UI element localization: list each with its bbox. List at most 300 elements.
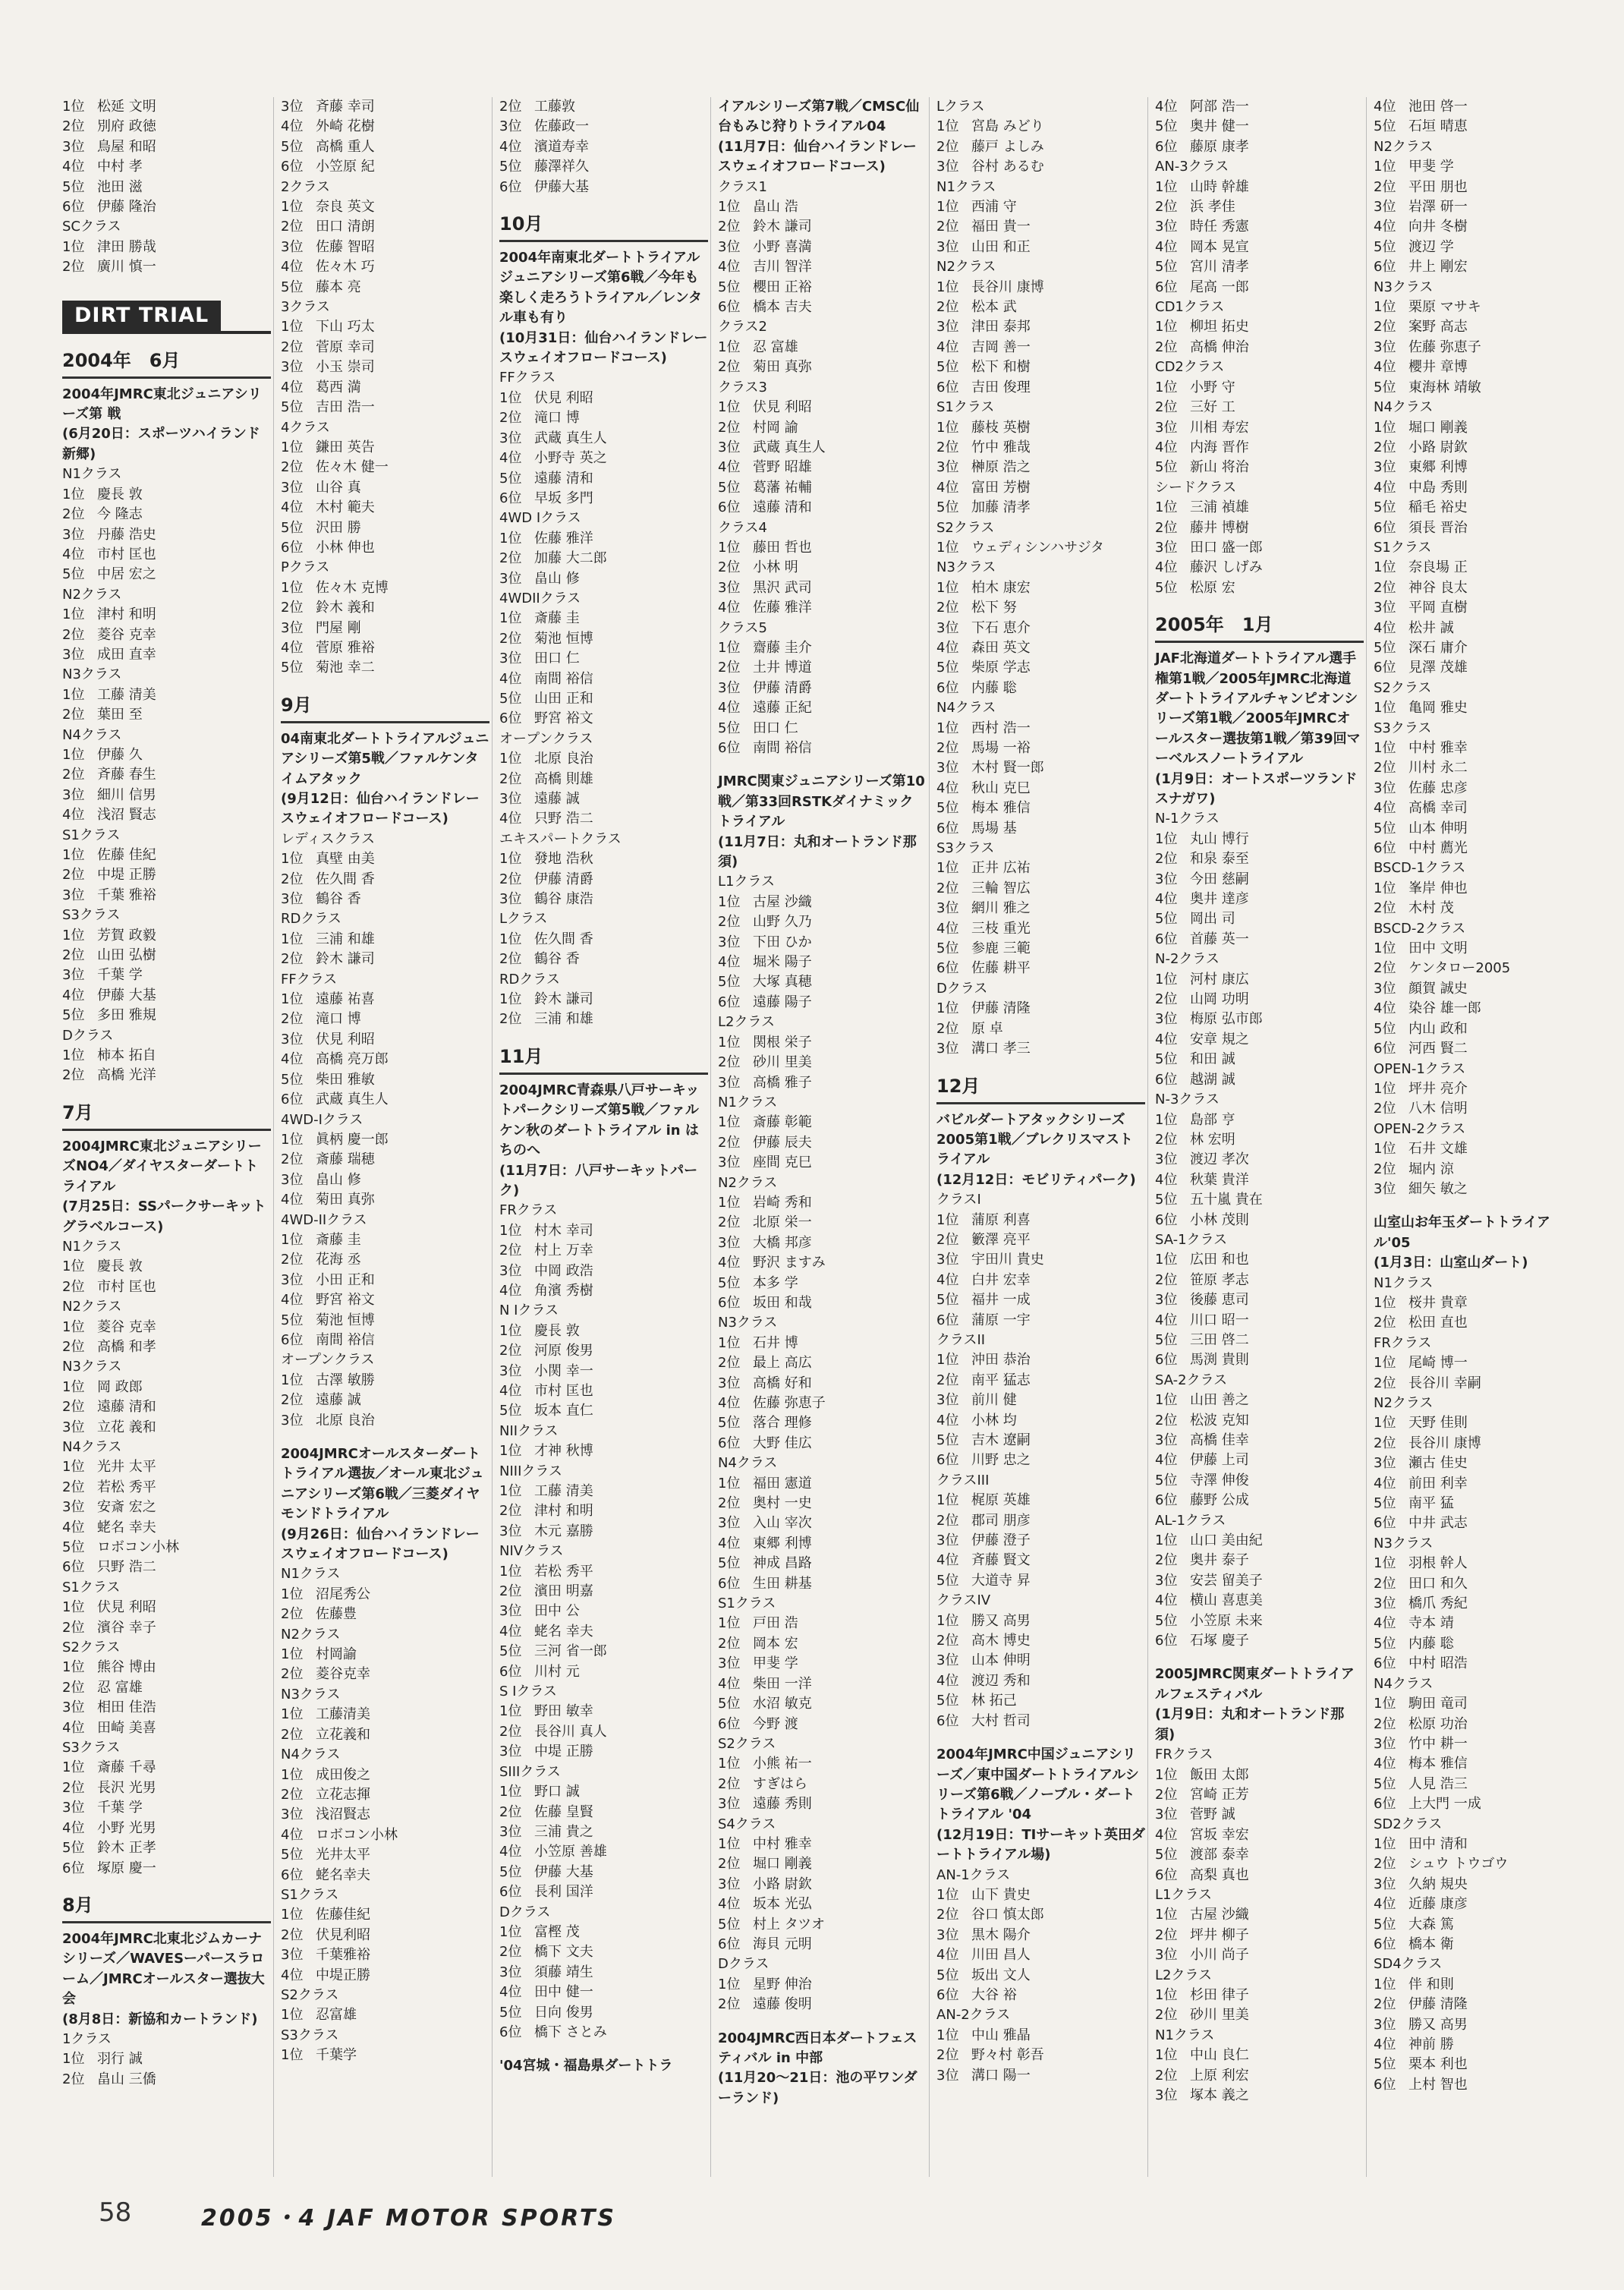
result-row [718, 538, 927, 558]
class-header: L1クラス [718, 874, 775, 890]
result-row [936, 197, 1145, 217]
driver-name: 若松 秀平 [534, 1563, 593, 1580]
month-heading: 12月 [936, 1073, 1145, 1104]
driver-name: 伏見 利昭 [753, 399, 812, 416]
position-label: 1位 [718, 1615, 741, 1632]
driver-name: 光井 太平 [97, 1459, 156, 1476]
position-label: 1位 [1155, 178, 1178, 195]
driver-name: 山本 伸明 [971, 1652, 1031, 1669]
driver-name: 坂本 光弘 [753, 1896, 812, 1913]
result-row [281, 137, 489, 157]
driver-name: 野宮 裕文 [534, 710, 593, 727]
driver-name: 蛯名 幸夫 [534, 1623, 593, 1640]
result-row [62, 1046, 271, 1066]
position-label: 6位 [499, 2024, 522, 2040]
result-row [718, 1394, 927, 1413]
driver-name: 田中 健一 [534, 1984, 593, 2001]
driver-name: 菊田 真弥 [316, 1192, 375, 1208]
result-row [1374, 1019, 1582, 1039]
result-row [499, 569, 708, 589]
result-row [936, 1531, 1145, 1551]
driver-name: 千葉 学 [97, 1800, 143, 1816]
result-row [718, 1474, 927, 1494]
position-label: 6位 [62, 199, 85, 216]
position-label: 2位 [718, 1355, 741, 1372]
position-label: 3位 [936, 238, 959, 255]
result-row [62, 865, 271, 885]
result-row [1374, 317, 1582, 337]
result-row [62, 545, 271, 565]
driver-name: 新山 将治 [1190, 459, 1249, 476]
driver-name: 伏見 利昭 [316, 1031, 375, 1047]
driver-name: 遠藤 清和 [534, 470, 593, 487]
position-label: 2位 [281, 459, 304, 476]
result-row [281, 1070, 489, 1090]
result-row [62, 605, 271, 625]
driver-name: 菊田 真弥 [753, 359, 812, 376]
result-row [936, 2046, 1145, 2065]
driver-name: 山口 美由紀 [1190, 1532, 1263, 1549]
month-heading: 8月 [62, 1892, 271, 1923]
result-row [62, 1006, 271, 1025]
driver-name: 中岡 政浩 [534, 1262, 593, 1279]
driver-name: 広田 和也 [1190, 1252, 1249, 1268]
result-row [1155, 1130, 1364, 1150]
driver-name: 慶長 敦 [97, 1258, 143, 1275]
position-label: 4位 [936, 780, 959, 796]
driver-name: 下田 ひか [753, 934, 812, 950]
driver-name: 成田俊之 [316, 1766, 370, 1783]
driver-name: 福田 憲道 [753, 1475, 812, 1491]
driver-name: 野々村 彰吾 [971, 2047, 1044, 2064]
result-row [936, 1631, 1145, 1651]
position-label: 1位 [1374, 1415, 1396, 1432]
class-header: CD2クラス [1155, 359, 1225, 376]
position-label: 1位 [62, 238, 85, 255]
result-row [936, 358, 1145, 377]
driver-name: 今 隆志 [97, 506, 143, 523]
result-row [718, 1153, 927, 1173]
class-header: SCクラス [62, 219, 121, 235]
class-header: N4クラス [281, 1747, 341, 1763]
driver-name: 東郷 利博 [1408, 459, 1468, 476]
result-row [1155, 1766, 1364, 1785]
result-row [718, 1514, 927, 1533]
driver-name: 今野 渡 [753, 1715, 798, 1732]
result-row [62, 1277, 271, 1297]
driver-name: 發地 浩秋 [534, 851, 593, 868]
result-row [718, 1634, 927, 1654]
result-row [718, 438, 927, 458]
position-label: 3位 [499, 1743, 522, 1760]
driver-name: 島部 亨 [1190, 1111, 1235, 1128]
driver-name: 芳賀 政毅 [97, 927, 156, 943]
result-row [499, 1742, 708, 1762]
driver-name: 橋下 さとみ [534, 2024, 607, 2040]
result-row [499, 1602, 708, 1621]
result-row [718, 1534, 927, 1554]
event-title: 2004JMRCオールスターダートトライアル選抜／オール東北ジュニアシリーズ第6戦／三菱ダイヤモンドトライアル [281, 1446, 484, 1523]
result-row [718, 1715, 927, 1734]
position-label: 3位 [499, 118, 522, 135]
driver-name: 中堤正勝 [316, 1967, 370, 1983]
position-label: 1位 [62, 606, 85, 623]
position-label: 3位 [62, 786, 85, 803]
driver-name: 佐藤 弥恵子 [753, 1395, 826, 1411]
driver-name: 東海林 靖敏 [1408, 379, 1481, 395]
position-label: 6位 [718, 1575, 741, 1592]
position-label: 4位 [1374, 619, 1396, 636]
position-label: 2位 [281, 871, 304, 887]
driver-name: 野田 敏幸 [534, 1703, 593, 1720]
result-row [62, 1758, 271, 1778]
result-row [62, 137, 271, 157]
position-label: 4位 [936, 1947, 959, 1964]
result-row [62, 1658, 271, 1677]
position-label: 1位 [281, 1586, 304, 1602]
driver-name: 津田 泰邦 [971, 319, 1031, 335]
driver-name: 工藤 清美 [97, 686, 156, 703]
result-row [718, 1775, 927, 1794]
spacer [1155, 1651, 1364, 1665]
result-row [718, 1574, 927, 1594]
driver-name: 小林 茂則 [1190, 1211, 1249, 1228]
result-row [499, 549, 708, 569]
driver-name: 川相 寿宏 [1190, 419, 1249, 436]
class-header: S Iクラス [499, 1684, 557, 1700]
position-label: 3位 [718, 1796, 741, 1813]
position-label: 2位 [936, 1512, 959, 1529]
results-column [1155, 97, 1364, 2106]
result-row [1374, 298, 1582, 317]
result-row [62, 986, 271, 1006]
position-label: 3位 [1374, 459, 1396, 476]
driver-name: 南間 裕信 [753, 740, 812, 756]
driver-name: 宮島 みどり [971, 118, 1044, 135]
position-label: 3位 [1374, 780, 1396, 796]
class-header: CD1クラス [1155, 299, 1225, 316]
result-row [499, 1622, 708, 1642]
driver-name: 大谷 裕 [971, 1986, 1017, 2003]
result-row [281, 157, 489, 177]
result-row [499, 137, 708, 157]
driver-name: 小熊 祐一 [753, 1756, 812, 1772]
result-row [499, 990, 708, 1010]
position-label: 6位 [1374, 660, 1396, 676]
position-label: 2位 [281, 951, 304, 968]
result-row [936, 919, 1145, 939]
position-label: 5位 [718, 1415, 741, 1432]
driver-name: 蒲原 利喜 [971, 1211, 1031, 1228]
class-header: 4WD Iクラス [499, 510, 581, 527]
result-row [718, 558, 927, 578]
position-label: 1位 [1374, 419, 1396, 436]
result-row [281, 117, 489, 137]
position-label: 3位 [718, 1074, 741, 1091]
class-header: N4クラス [62, 726, 122, 743]
driver-name: 戸田 浩 [753, 1615, 798, 1632]
driver-name: 溝口 孝三 [971, 1041, 1031, 1057]
position-label: 4位 [499, 811, 522, 827]
position-label: 3位 [1374, 1595, 1396, 1612]
driver-name: 武蔵 真生人 [316, 1091, 389, 1108]
result-row [1374, 839, 1582, 858]
class-header: N1クラス [718, 1094, 778, 1110]
position-label: 1位 [62, 1599, 85, 1616]
position-label: 2位 [1155, 1412, 1178, 1428]
driver-name: 和泉 泰至 [1190, 851, 1249, 868]
driver-name: 坂出 文人 [971, 1967, 1031, 1983]
driver-name: 田中 清和 [1408, 1835, 1468, 1852]
position-label: 2位 [718, 359, 741, 376]
driver-name: 藤本 亮 [316, 279, 361, 295]
result-row [281, 1705, 489, 1725]
position-label: 2位 [1155, 1271, 1178, 1288]
position-label: 1位 [718, 539, 741, 556]
result-row [1374, 418, 1582, 438]
result-row [1374, 598, 1582, 618]
position-label: 6位 [936, 960, 959, 977]
class-header: SD4クラス [1374, 1956, 1443, 1973]
column-divider [929, 97, 930, 2177]
driver-name: 千葉 雅裕 [97, 887, 156, 903]
result-row [718, 1975, 927, 1995]
result-row [718, 1434, 927, 1454]
driver-name: 坂本 直仁 [534, 1403, 593, 1419]
driver-name: 遠藤 祐喜 [316, 991, 375, 1008]
result-row [936, 418, 1145, 438]
result-row [281, 478, 489, 498]
position-label: 2位 [1374, 178, 1396, 195]
result-row [499, 1522, 708, 1542]
position-label: 6位 [718, 1294, 741, 1311]
driver-name: 大村 哲司 [971, 1712, 1031, 1729]
position-label: 3位 [936, 1252, 959, 1268]
result-row [499, 749, 708, 769]
position-label: 1位 [936, 279, 959, 295]
driver-name: 星野 伸治 [753, 1976, 812, 1992]
position-label: 2位 [1374, 1435, 1396, 1451]
driver-name: 小路 尉欽 [753, 1876, 812, 1892]
position-label: 1位 [1155, 2047, 1178, 2064]
position-label: 6位 [936, 820, 959, 836]
result-row [1374, 1139, 1582, 1159]
result-row [1155, 1531, 1364, 1551]
result-row [1374, 979, 1582, 999]
position-label: 3位 [1155, 2087, 1178, 2103]
result-row [936, 739, 1145, 758]
position-label: 4位 [1374, 1000, 1396, 1017]
driver-name: 真壁 由美 [316, 851, 375, 868]
result-row [936, 1671, 1145, 1691]
driver-name: 中村 薦光 [1408, 840, 1468, 857]
result-row [281, 1391, 489, 1410]
driver-name: 林 拓己 [971, 1693, 1017, 1709]
result-row [281, 1230, 489, 1250]
result-row [281, 1170, 489, 1190]
result-row [1374, 1374, 1582, 1394]
position-label: 4位 [1374, 359, 1396, 376]
position-label: 4位 [936, 639, 959, 656]
result-row [281, 1866, 489, 1885]
driver-name: 大野 佳広 [753, 1435, 812, 1451]
result-row [1374, 117, 1582, 137]
driver-name: 柳坦 拓史 [1190, 319, 1249, 335]
driver-name: 伊藤 清爵 [534, 871, 593, 887]
result-row [718, 1353, 927, 1373]
result-row [1155, 1905, 1364, 1925]
driver-name: 須藤 靖生 [534, 1964, 593, 1980]
result-row [936, 1491, 1145, 1510]
driver-name: 木元 嘉勝 [534, 1523, 593, 1539]
position-label: 3位 [718, 579, 741, 596]
position-label: 4位 [499, 1382, 522, 1399]
result-row [718, 238, 927, 257]
driver-name: 古澤 敏勝 [316, 1372, 375, 1388]
driver-name: 鶴谷 康浩 [534, 891, 593, 908]
position-label: 1位 [1374, 159, 1396, 175]
result-row [281, 1725, 489, 1745]
result-row [718, 1654, 927, 1674]
driver-name: 菱谷 克幸 [97, 1318, 156, 1335]
driver-name: 鈴木 謙司 [753, 219, 812, 235]
driver-name: 日向 俊男 [534, 2004, 593, 2021]
result-row [499, 469, 708, 489]
class-header: レディスクラス [281, 830, 376, 847]
result-row [281, 1966, 489, 1986]
result-row [499, 1221, 708, 1241]
result-row [1155, 1010, 1364, 1029]
driver-name: 村岡 諭 [753, 419, 798, 436]
position-label: 1位 [62, 486, 85, 502]
position-label: 2位 [1155, 339, 1178, 355]
driver-name: ウェディシンハサジタ [971, 539, 1105, 556]
result-row [499, 1501, 708, 1521]
result-row [499, 449, 708, 468]
driver-name: 三浦 貴之 [534, 1823, 593, 1840]
position-label: 3位 [718, 1655, 741, 1672]
position-label: 6位 [718, 740, 741, 756]
result-row [1155, 418, 1364, 438]
position-label: 5位 [936, 660, 959, 676]
position-label: 3位 [499, 891, 522, 908]
class-header: BSCD-2クラス [1374, 920, 1466, 937]
driver-name: 若松 秀平 [97, 1479, 156, 1495]
position-label: 5位 [1155, 1612, 1178, 1629]
driver-name: 森田 英文 [971, 639, 1031, 656]
driver-name: 竹中 雅哉 [971, 439, 1031, 455]
class-header: クラス3 [718, 379, 767, 395]
result-row [718, 1935, 927, 1955]
class-header: AN-1クラス [936, 1866, 1011, 1883]
driver-name: 松井 誠 [1408, 619, 1454, 636]
position-label: 1位 [718, 339, 741, 355]
driver-name: 高橋 好和 [753, 1375, 812, 1391]
position-label: 3位 [1155, 1151, 1178, 1168]
result-row [281, 1290, 489, 1310]
position-label: 1位 [1374, 940, 1396, 957]
result-row [281, 1926, 489, 1945]
result-row [1155, 1805, 1364, 1825]
result-row [936, 1230, 1145, 1250]
class-header: エキスパートクラス [499, 830, 622, 847]
position-label: 3位 [1155, 419, 1178, 436]
position-label: 6位 [1374, 2076, 1396, 2093]
result-row [281, 1845, 489, 1865]
driver-name: 前川 健 [971, 1392, 1017, 1409]
result-row [718, 1754, 927, 1774]
result-row [62, 2070, 271, 2090]
result-row [499, 1010, 708, 1029]
position-label: 5位 [1155, 911, 1178, 928]
column-divider [1147, 97, 1148, 2177]
class-header: N2クラス [718, 1174, 778, 1191]
position-label: 2位 [1374, 1375, 1396, 1391]
result-row [718, 478, 927, 498]
driver-name: 滝口 博 [316, 1011, 361, 1028]
class-header: L1クラス [1155, 1886, 1212, 1903]
position-label: 5位 [62, 178, 85, 195]
position-label: 3位 [936, 1041, 959, 1057]
result-row [499, 1722, 708, 1742]
class-header: N-1クラス [1155, 811, 1220, 827]
result-row [1155, 2005, 1364, 2025]
class-header: S1クラス [62, 1579, 121, 1595]
position-label: 6位 [1155, 1492, 1178, 1509]
class-header: N1クラス [1155, 2027, 1215, 2043]
position-label: 4位 [1155, 1452, 1178, 1469]
result-row [1155, 558, 1364, 578]
result-row [718, 1133, 927, 1153]
position-label: 5位 [1374, 820, 1396, 836]
result-row [1155, 1350, 1364, 1370]
result-row [281, 578, 489, 598]
result-row [718, 1033, 927, 1053]
position-label: 4位 [1374, 1475, 1396, 1491]
driver-name: 飯田 太郎 [1190, 1766, 1249, 1783]
position-label: 4位 [1155, 439, 1178, 455]
position-label: 2位 [1155, 2007, 1178, 2024]
position-label: 6位 [499, 1884, 522, 1901]
result-row [936, 1039, 1145, 1059]
result-row [1155, 1190, 1364, 1210]
position-label: 5位 [1374, 639, 1396, 656]
position-label: 2位 [936, 600, 959, 616]
result-row [718, 1073, 927, 1093]
driver-name: 神成 昌路 [753, 1555, 812, 1572]
result-row [1374, 1854, 1582, 1874]
result-row [1155, 317, 1364, 337]
result-row [499, 1963, 708, 1983]
class-header: S2クラス [1374, 679, 1432, 696]
result-row [1155, 1551, 1364, 1570]
driver-name: 柴田 一洋 [753, 1675, 812, 1692]
result-row [281, 1190, 489, 1210]
class-header: L2クラス [1155, 1967, 1212, 1983]
driver-name: 福井 一成 [971, 1292, 1031, 1309]
position-label: 5位 [281, 138, 304, 155]
position-label: 1位 [718, 1034, 741, 1051]
position-label: 6位 [1155, 1211, 1178, 1228]
position-label: 1位 [1155, 1766, 1178, 1783]
result-row [281, 2005, 489, 2025]
driver-name: 本多 学 [753, 1274, 798, 1291]
position-label: 1位 [281, 931, 304, 947]
position-label: 4位 [936, 339, 959, 355]
driver-name: 伏見 利昭 [534, 389, 593, 406]
position-label: 4位 [281, 1826, 304, 1843]
result-row [62, 505, 271, 524]
